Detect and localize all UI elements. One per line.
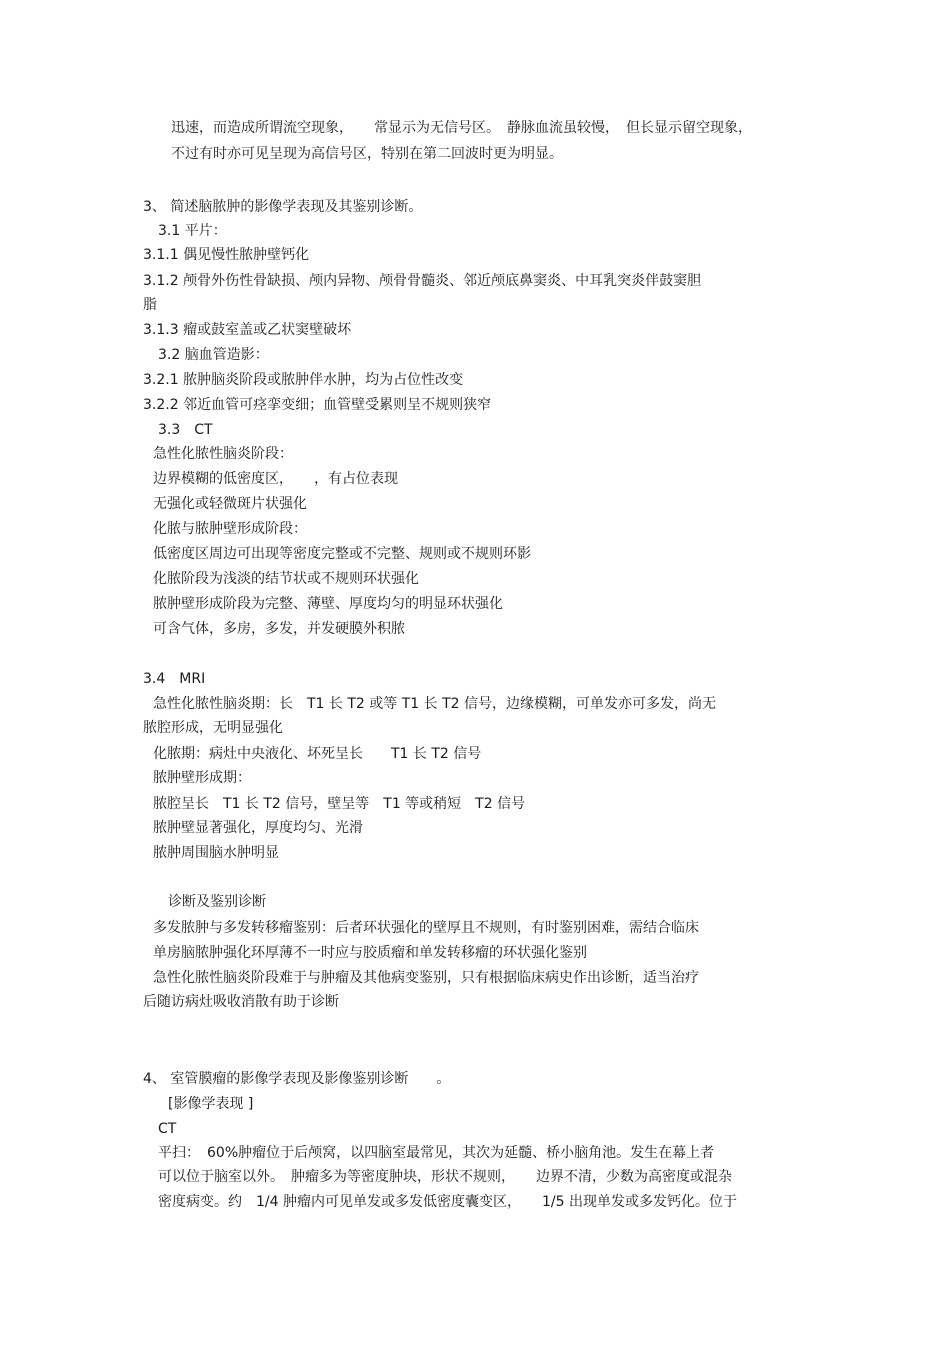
subsection-heading: CT [158,1121,177,1137]
text-line: 3.2.2 邻近血管可痉挛变细；血管壁受累则呈不规则狭窄 [143,397,492,413]
subsection-heading: 3.1 平片： [158,223,227,239]
section-heading: 4、 室管膜瘤的影像学表现及影像鉴别诊断 。 [143,1071,451,1087]
text-line: 低密度区周边可出现等密度完整或不完整、规则或不规则环影 [153,546,531,562]
section-heading: 3、 简述脑脓肿的影像学表现及其鉴别诊断。 [143,199,423,215]
text-line: 密度病变。约 1/4 肿瘤内可见单发或多发低密度囊变区， 1/5 出现单发或多发钙化。位于 [158,1194,737,1210]
text-line: 3.1.2 颅骨外伤性骨缺损、颅内异物、颅骨骨髓炎、邻近颅底鼻窦炎、中耳乳突炎伴鼓窦胆 [143,273,702,289]
text-line: 后随访病灶吸收消散有助于诊断 [143,994,339,1010]
text-line: 脓腔呈长 T1 长 T2 信号，壁呈等 T1 等或稍短 T2 信号 [153,796,526,812]
subsection-heading: [影像学表现 ] [168,1096,254,1112]
text-line: 脂 [143,297,157,313]
text-line: 无强化或轻微斑片状强化 [153,496,307,512]
text-line: 单房脑脓肿强化环厚薄不一时应与胶质瘤和单发转移瘤的环状强化鉴别 [153,945,587,961]
text-line: 急性化脓性脑炎阶段： [153,446,293,462]
text-line: 化脓期：病灶中央液化、坏死呈长 T1 长 T2 信号 [153,746,482,762]
text-line: 脓肿壁形成阶段为完整、薄壁、厚度均匀的明显环状强化 [153,596,503,612]
text-line: 化脓阶段为浅淡的结节状或不规则环状强化 [153,571,419,587]
text-line: 平扫： 60%肿瘤位于后颅窝，以四脑室最常见，其次为延髓、桥小脑角池。发生在幕上者 [158,1145,715,1161]
text-line: 脓肿壁显著强化，厚度均匀、光滑 [153,820,363,836]
text-line: 化脓与脓肿壁形成阶段： [153,521,307,537]
subsection-heading: 3.2 脑血管造影： [158,347,269,363]
text-line: 边界模糊的低密度区， ，有占位表现 [153,471,398,487]
text-line: 迅速，而造成所谓流空现象， 常显示为无信号区。 静脉血流虽较慢， 但长显示留空现象， [171,120,752,136]
text-line: 多发脓肿与多发转移瘤鉴别：后者环状强化的壁厚且不规则，有时鉴别困难，需结合临床 [153,920,699,936]
text-line: 脓肿周围脑水肿明显 [153,845,279,861]
text-line: 可含气体，多房，多发，并发硬膜外积脓 [153,621,405,637]
text-line: 脓腔形成，无明显强化 [143,720,283,736]
subsection-heading: 诊断及鉴别诊断 [168,894,266,910]
text-line: 脓肿壁形成期： [153,770,251,786]
text-line: 急性化脓性脑炎阶段难于与肿瘤及其他病变鉴别，只有根据临床病史作出诊断，适当治疗 [153,970,699,986]
text-line: 急性化脓性脑炎期：长 T1 长 T2 或等 T1 长 T2 信号，边缘模糊，可单发亦可多发，尚无 [153,696,716,712]
text-line: 可以位于脑室以外。 肿瘤多为等密度肿块，形状不规则， 边界不清，少数为高密度或混杂 [158,1169,732,1185]
text-line: 3.1.3 瘤或鼓室盖或乙状窦壁破坏 [143,322,352,338]
text-line: 3.2.1 脓肿脑炎阶段或脓肿伴水肿，均为占位性改变 [143,372,464,388]
text-line: 不过有时亦可见呈现为高信号区，特别在第二回波时更为明显。 [171,146,563,162]
subsection-heading: 3.3 CT [158,422,213,438]
subsection-heading: 3.4 MRI [143,671,206,687]
text-line: 3.1.1 偶见慢性脓肿壁钙化 [143,247,310,263]
